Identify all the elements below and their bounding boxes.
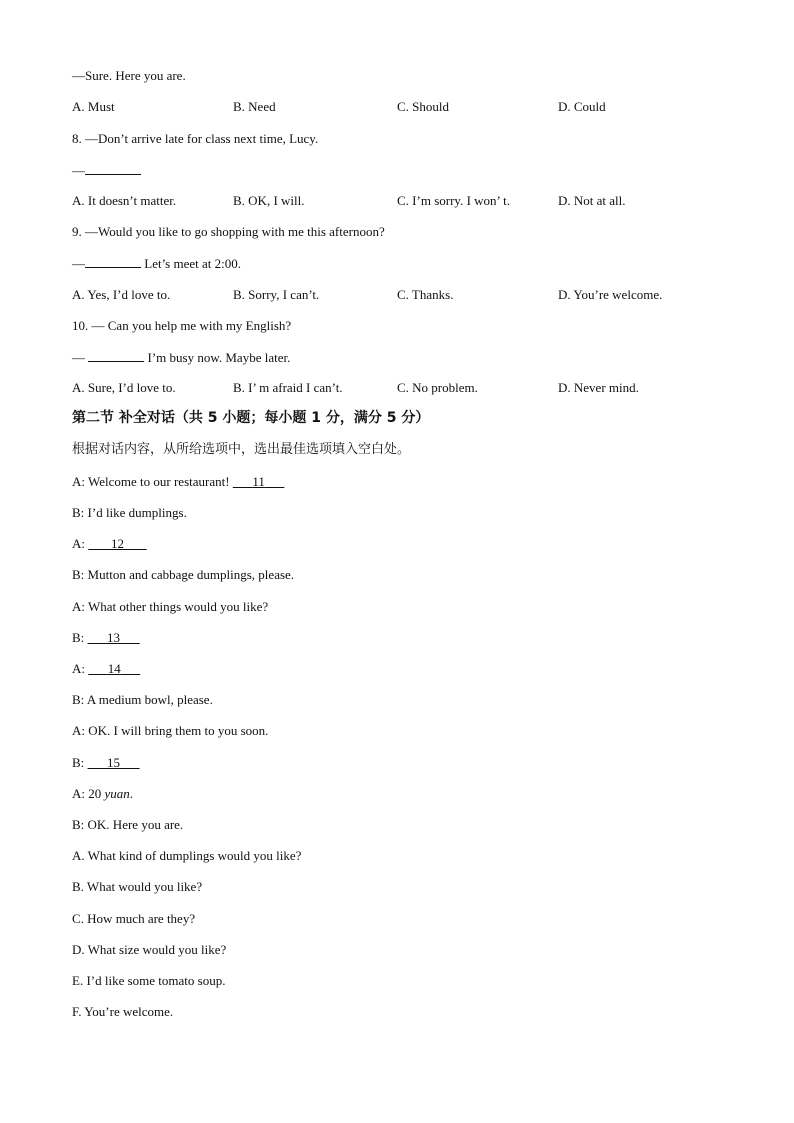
q8-option-c: C. I’m sorry. I won’ t. — [397, 193, 511, 208]
blank-14 — [88, 661, 140, 676]
blank-12-number: 12 — [111, 536, 124, 551]
q9-reply-prefix: — — [72, 256, 85, 271]
dialog-line-2: B: I’d like dumplings. — [72, 505, 187, 520]
q10-reply — [72, 349, 290, 366]
blank-11 — [233, 474, 285, 489]
q9-option-a: A. Yes, I’d love to. — [72, 287, 171, 302]
q10-reply-suffix: I’m busy now. Maybe later. — [144, 350, 291, 365]
dialog-line-11-suffix: . — [129, 786, 134, 801]
dialog-line-6 — [72, 630, 140, 646]
q10-stem: 10. — Can you help me with my English? — [72, 318, 292, 333]
q8-option-a: A. It doesn’t matter. — [72, 193, 177, 208]
dialog-line-3 — [72, 536, 147, 552]
q9-stem: 9. —Would you like to go shopping with me this afternoon? — [72, 224, 385, 239]
q8-reply-prefix: — — [72, 163, 85, 178]
q9-reply-suffix: Let’s meet at 2:00. — [141, 256, 242, 271]
blank-15 — [88, 755, 140, 770]
dialog-line-11-text: A: 20 — [72, 786, 105, 801]
section2-heading: 第二节 补全对话（共 5 小题；每小题 1 分，满分 5 分） — [72, 410, 430, 426]
dialog-line-7-text: A: — [72, 661, 89, 676]
q10-option-b: B. I’ m afraid I can’t. — [233, 380, 343, 395]
q10-answer-blank — [88, 349, 144, 362]
blank-11-number: 11 — [252, 474, 265, 489]
q7-option-a: A. Must — [72, 99, 115, 114]
q8-answer-blank — [85, 162, 141, 175]
dialog-line-1 — [72, 474, 284, 490]
q7-option-c: C. Should — [397, 99, 450, 114]
blank-12 — [88, 536, 147, 551]
q10-option-a: A. Sure, I’d love to. — [72, 380, 176, 395]
q10-option-c: C. No problem. — [397, 380, 478, 395]
q7-answer-line: —Sure. Here you are. — [72, 68, 186, 83]
q7-option-b: B. Need — [233, 99, 276, 114]
dialog-line-8: B: A medium bowl, please. — [72, 692, 213, 707]
dialog-line-10-text: B: — [72, 755, 88, 770]
q7-option-d: D. Could — [558, 99, 606, 114]
q8-option-d: D. Not at all. — [558, 193, 626, 208]
choice-d: D. What size would you like? — [72, 942, 227, 957]
dialog-line-5: A: What other things would you like? — [72, 599, 269, 614]
q10-reply-prefix: — — [72, 350, 89, 365]
section2-instruction: 根据对话内容，从所给选项中，选出最佳选项填入空白处。 — [72, 442, 411, 457]
blank-15-number: 15 — [107, 755, 121, 770]
dialog-line-11-currency: yuan — [104, 786, 130, 801]
dialog-line-10 — [72, 755, 140, 771]
dialog-line-12: B: OK. Here you are. — [72, 817, 184, 832]
choice-e: E. I’d like some tomato soup. — [72, 973, 226, 988]
q9-answer-blank — [85, 255, 141, 268]
dialog-line-4: B: Mutton and cabbage dumplings, please. — [72, 567, 295, 582]
dialog-line-1-text: A: Welcome to our restaurant! — [72, 474, 233, 489]
choice-c: C. How much are they? — [72, 911, 196, 926]
q9-option-c: C. Thanks. — [397, 287, 454, 302]
dialog-line-6-text: B: — [72, 630, 88, 645]
q8-option-b: B. OK, I will. — [233, 193, 305, 208]
dialog-line-3-text: A: — [72, 536, 89, 551]
blank-14-number: 14 — [107, 661, 121, 676]
dialog-line-11 — [72, 786, 133, 802]
blank-13 — [88, 630, 140, 645]
q10-option-d: D. Never mind. — [558, 380, 639, 395]
q8-stem: 8. —Don’t arrive late for class next time, Lucy. — [72, 131, 319, 146]
dialog-line-9: A: OK. I will bring them to you soon. — [72, 723, 269, 738]
q8-reply — [72, 162, 141, 179]
q9-reply — [72, 255, 241, 272]
choice-f: F. You’re welcome. — [72, 1004, 174, 1019]
q9-option-b: B. Sorry, I can’t. — [233, 287, 320, 302]
choice-b: B. What would you like? — [72, 879, 203, 894]
choice-a: A. What kind of dumplings would you like? — [72, 848, 302, 863]
dialog-line-7 — [72, 661, 140, 677]
blank-13-number: 13 — [107, 630, 121, 645]
q9-option-d: D. You’re welcome. — [558, 287, 663, 302]
